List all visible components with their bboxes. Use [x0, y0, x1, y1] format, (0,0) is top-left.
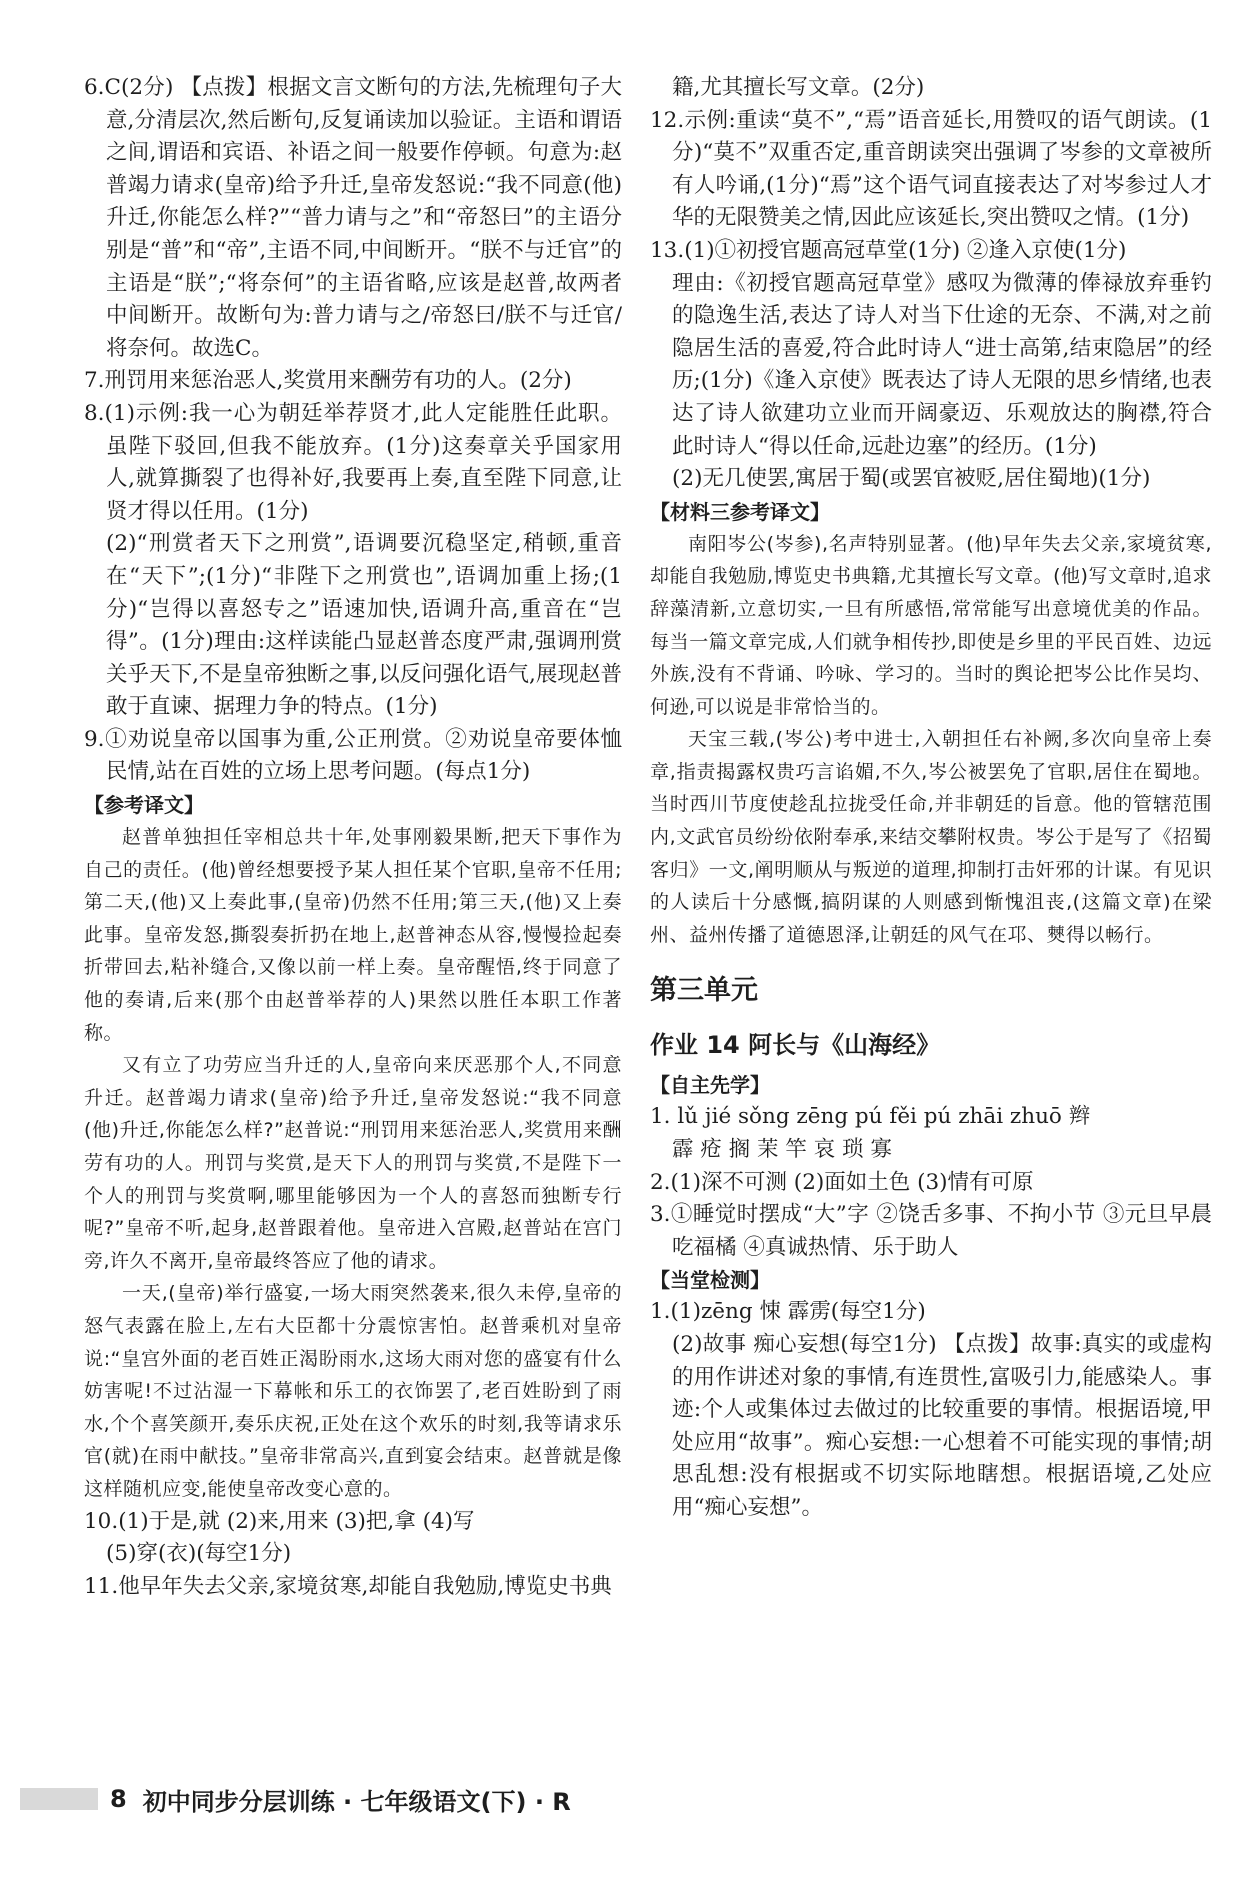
answer-7: 7.刑罚用来惩治恶人,奖赏用来酬劳有功的人。(2分)	[84, 368, 572, 394]
material-translation-paragraph: 南阳岑公(岑参),名声特别显著。(他)早年失去父亲,家境贫寒,却能自我勉励,博览史书典籍,尤其擅长写文章。(他)写文章时,追求辞藻清新,立意切实,一旦有所感悟,常常能写出意境优美的作品。每当一篇文章完成,人们就争相传抄,即使是乡里的平民百姓、边远外族,没有不背诵、吟咏、学习的。当时的舆论把岑公比作吴均、何逊,可以说是非常恰当的。	[650, 532, 1212, 718]
answer-11: 11.他早年失去父亲,家境贫寒,却能自我勉励,博览史书典	[84, 1573, 612, 1599]
self-study-1b: 霹 疮 搁 茉 竿 哀 琐 寡	[672, 1137, 892, 1163]
page-footer	[20, 1782, 571, 1816]
answer-9: 9.①劝说皇帝以国事为重,公正刑赏。②劝说皇帝要体恤民情,站在百姓的立场上思考问题。(每点1分)	[84, 726, 622, 785]
right-column	[650, 72, 1212, 1525]
self-study-2: 2.(1)深不可测 (2)面如土色 (3)情有可原	[650, 1169, 1034, 1195]
answer-10a: 10.(1)于是,就 (2)来,用来 (3)把,拿 (4)写	[84, 1508, 475, 1534]
material-translation-heading: 【材料三参考译文】	[650, 499, 830, 524]
answer-13-reason: 理由:《初授官题高冠草堂》感叹为微薄的俸禄放弃垂钓的隐逸生活,表达了诗人对当下仕途的无奈、不满,对之前隐居生活的喜爱,符合此时诗人“进士高第,结束隐居”的经历;(1分)《逢入京使》既表达了诗人无限的思乡情绪,也表达了诗人欲建功立业而开阔豪迈、乐观放达的胸襟,符合此时诗人“得以任命,远赴边塞”的经历。(1分)	[672, 270, 1212, 459]
homework-title: 作业 14 阿长与《山海经》	[650, 1031, 941, 1060]
book-title: 初中同步分层训练 · 七年级语文(下) · R	[142, 1787, 571, 1816]
answer-13-2: (2)无几使罢,寓居于蜀(或罢官被贬,居住蜀地)(1分)	[672, 466, 1151, 492]
unit-title: 第三单元	[650, 975, 758, 1007]
class-check-heading: 【当堂检测】	[650, 1268, 770, 1293]
page-number: 8	[110, 1785, 127, 1813]
translation-paragraph: 赵普单独担任宰相总共十年,处事刚毅果断,把天下事作为自己的责任。(他)曾经想要授予某人担任某个官职,皇帝不任用;第二天,(他)又上奏此事,(皇帝)仍然不任用;第三天,(他)又上奏此事。皇帝发怒,撕裂奏折扔在地上,赵普神态从容,慢慢捡起奏折带回去,粘补缝合,又像以前一样上奏。皇帝醒悟,终于同意了他的奏请,后来(那个由赵普举荐的人)果然以胜任本职工作著称。	[84, 826, 622, 1044]
answer-11-continued: 籍,尤其擅长写文章。(2分)	[672, 75, 925, 100]
self-study-heading: 【自主先学】	[650, 1073, 770, 1098]
material-translation-paragraph: 天宝三载,(岑公)考中进士,入朝担任右补阙,多次向皇帝上奏章,指责揭露权贵巧言谄媚,不久,岑公被罢免了官职,居住在蜀地。当时西川节度使趁乱拉拢受任命,并非朝廷的旨意。他的管辖范围内,文武官员纷纷依附奉承,来结交攀附权贵。岑公于是写了《招蜀客归》一文,阐明顺从与叛逆的道理,抑制打击奸邪的计谋。有见识的人读后十分感慨,搞阴谋的人则感到惭愧沮丧,(这篇文章)在梁州、益州传播了道德恩泽,让朝廷的风气在邛、僰得以畅行。	[650, 728, 1212, 946]
class-check-1a: 1.(1)zēng 悚 霹雳(每空1分)	[650, 1299, 926, 1325]
left-column	[84, 72, 622, 1603]
answer-13-1: 13.(1)①初授官题高冠草堂(1分) ②逢入京使(1分)	[650, 237, 1127, 263]
answer-8-2: (2)“刑赏者天下之刑赏”,语调要沉稳坚定,稍顿,重音在“天下”;(1分)“非陛下之刑赏也”,语调加重上扬;(1分)“岂得以喜怒专之”语速加快,语调升高,重音在“岂得”。(1分)理由:这样读能凸显赵普态度严肃,强调刑赏关乎天下,不是皇帝独断之事,以反问强化语气,展现赵普敢于直谏、据理力争的特点。(1分)	[106, 531, 622, 720]
translation-heading: 【参考译文】	[84, 793, 204, 818]
translation-paragraph: 又有立了功劳应当升迁的人,皇帝向来厌恶那个人,不同意升迁。赵普竭力请求(皇帝)给予升迁,皇帝发怒说:“我不同意(他)升迁,你能怎么样?”赵普说:“刑罚用来惩治恶人,奖赏用来酬劳有功的人。刑罚与奖赏,是天下人的刑罚与奖赏,不是陛下一个人的刑罚与奖赏啊,哪里能够因为一个人的喜怒而独断专行呢?”皇帝不听,起身,赵普跟着他。皇帝进入宫殿,赵普站在宫门旁,许久不离开,皇帝最终答应了他的请求。	[84, 1054, 622, 1272]
answer-10b: (5)穿(衣)(每空1分)	[106, 1541, 292, 1567]
footer-bar	[20, 1788, 98, 1810]
answer-6: 6.C(2分) 【点拨】根据文言文断句的方法,先梳理句子大意,分清层次,然后断句,反复诵读加以验证。主语和谓语之间,谓语和宾语、补语之间一般要作停顿。句意为:赵普竭力请求(皇帝)给予升迁,皇帝发怒说:“我不同意(他)升迁,你能怎么样?”“普力请与之”和“帝怒曰”的主语分别是“普”和“帝”,主语不同,中间断开。“朕不与迁官”的主语是“朕”;“将奈何”的主语省略,应该是赵普,故两者中间断开。故断句为:普力请与之/帝怒曰/朕不与迁官/将奈何。故选C。	[84, 75, 622, 361]
self-study-1a: 1. lǔ jié sǒng zēng pú fěi pú zhāi zhuō 辫	[650, 1104, 1091, 1130]
answer-8-1: 8.(1)示例:我一心为朝廷举荐贤才,此人定能胜任此职。虽陛下驳回,但我不能放弃。(1分)这奏章关乎国家用人,就算撕裂了也得补好,我要再上奏,直至陛下同意,让贤才得以任用。(1分)	[84, 400, 622, 524]
answer-12: 12.示例:重读“莫不”,“焉”语音延长,用赞叹的语气朗读。(1分)“莫不”双重否定,重音朗读突出强调了岑参的文章被所有人吟诵,(1分)“焉”这个语气词直接表达了对岑参过人才华的无限赞美之情,因此应该延长,突出赞叹之情。(1分)	[650, 107, 1212, 231]
self-study-3: 3.①睡觉时摆成“大”字 ②饶舌多事、不拘小节 ③元旦早晨吃福橘 ④真诚热情、乐于助人	[650, 1202, 1212, 1260]
translation-paragraph: 一天,(皇帝)举行盛宴,一场大雨突然袭来,很久未停,皇帝的怒气表露在脸上,左右大臣都十分震惊害怕。赵普乘机对皇帝说:“皇宫外面的老百姓正渴盼雨水,这场大雨对您的盛宴有什么妨害呢!不过沾湿一下幕帐和乐工的衣饰罢了,老百姓盼到了雨水,个个喜笑颜开,奏乐庆祝,正处在这个欢乐的时刻,我等请求乐官(就)在雨中献技。”皇帝非常高兴,直到宴会结束。赵普就是像这样随机应变,能使皇帝改变心意的。	[84, 1282, 622, 1500]
class-check-1b: (2)故事 痴心妄想(每空1分) 【点拨】故事:真实的或虚构的用作讲述对象的事情,有连贯性,富吸引力,能感染人。事迹:个人或集体过去做过的比较重要的事情。根据语境,甲处应用“故事”。痴心妄想:一心想着不可能实现的事情;胡思乱想:没有根据或不切实际地瞎想。根据语境,乙处应用“痴心妄想”。	[672, 1332, 1212, 1520]
